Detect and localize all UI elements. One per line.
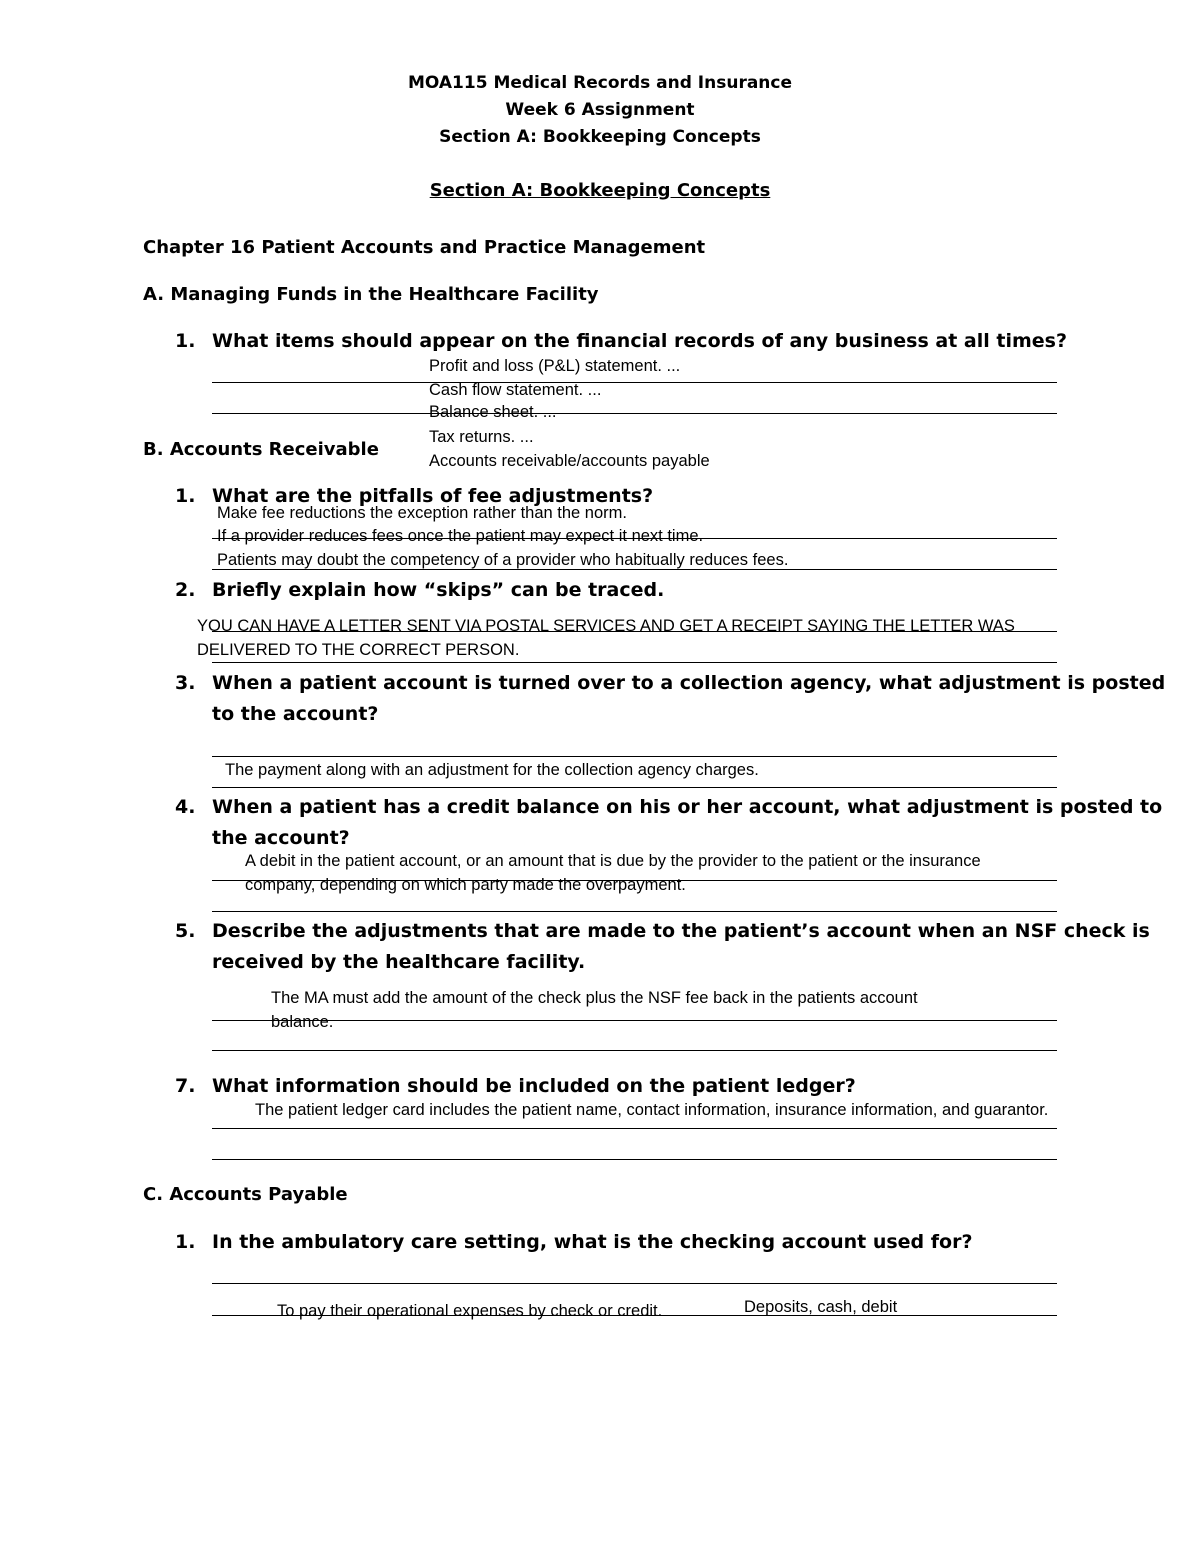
question-a1: What items should appear on the financial records of any business at all times? <box>212 330 1067 352</box>
answer-rule <box>212 1050 1057 1051</box>
answer-rule <box>212 911 1057 912</box>
question-b5-cont: received by the healthcare facility. <box>212 951 586 973</box>
section-b-heading: B. Accounts Receivable <box>143 439 379 460</box>
answer-line: Accounts receivable/accounts payable <box>429 452 710 470</box>
question-b4: When a patient has a credit balance on his or her account, what adjustment is posted to <box>212 796 1163 818</box>
section-a-heading: A. Managing Funds in the Healthcare Facility <box>143 284 599 305</box>
answer-line: Make fee reductions the exception rather than the norm. <box>217 504 627 522</box>
week-title: Week 6 Assignment <box>505 100 695 120</box>
answer-line: Patients may doubt the competency of a provider who habitually reduces fees. <box>217 551 789 569</box>
answer-line: Tax returns. ... <box>429 428 534 446</box>
answer-rule <box>212 569 1057 570</box>
question-number: 1. <box>175 485 196 507</box>
answer-line: DELIVERED TO THE CORRECT PERSON. <box>197 641 520 659</box>
answer-line: YOU CAN HAVE A LETTER SENT VIA POSTAL SERVICES AND GET A RECEIPT SAYING THE LETTER WAS <box>197 617 1015 635</box>
question-number: 3. <box>175 672 196 694</box>
question-number: 1. <box>175 330 196 352</box>
answer-line: The MA must add the amount of the check plus the NSF fee back in the patients account <box>271 989 918 1007</box>
answer-line: The patient ledger card includes the patient name, contact information, insurance information, and guarantor. <box>255 1101 1049 1119</box>
course-title: MOA115 Medical Records and Insurance <box>407 73 793 93</box>
answer-rule <box>212 538 1057 539</box>
answer-line: balance. <box>271 1013 334 1031</box>
answer-rule <box>212 662 1057 663</box>
answer-line: To pay their operational expenses by check or credit. <box>277 1302 663 1320</box>
question-b1: What are the pitfalls of fee adjustments? <box>212 485 654 507</box>
section-subtitle: Section A: Bookkeeping Concepts <box>439 127 761 147</box>
answer-rule <box>212 787 1057 788</box>
section-heading: Section A: Bookkeeping Concepts <box>429 180 771 201</box>
answer-rule <box>212 631 1057 632</box>
question-b3-cont: to the account? <box>212 703 379 725</box>
answer-line: company, depending on which party made the overpayment. <box>245 876 686 894</box>
chapter-heading: Chapter 16 Patient Accounts and Practice Management <box>143 237 706 258</box>
answer-line: Cash flow statement. ... <box>429 381 602 399</box>
answer-rule <box>212 1159 1057 1160</box>
question-b4-cont: the account? <box>212 827 350 849</box>
answer-line: Balance sheet. ... <box>429 403 557 421</box>
answer-line: Deposits, cash, debit <box>744 1298 898 1316</box>
answer-rule <box>212 1283 1057 1284</box>
answer-rule <box>212 413 1057 414</box>
question-b7: What information should be included on the patient ledger? <box>212 1075 856 1097</box>
section-c-heading: C. Accounts Payable <box>143 1184 348 1205</box>
question-b5: Describe the adjustments that are made to the patient’s account when an NSF check is <box>212 920 1150 942</box>
answer-rule <box>212 1315 1057 1316</box>
answer-line: A debit in the patient account, or an amount that is due by the provider to the patient or the insurance <box>245 852 981 870</box>
answer-rule <box>212 1128 1057 1129</box>
question-b3: When a patient account is turned over to a collection agency, what adjustment is posted <box>212 672 1166 694</box>
question-number: 7. <box>175 1075 196 1097</box>
answer-rule <box>212 1020 1057 1021</box>
answer-line: Profit and loss (P&L) statement. ... <box>429 357 681 375</box>
answer-line: The payment along with an adjustment for the collection agency charges. <box>225 761 759 779</box>
answer-line: If a provider reduces fees once the patient may expect it next time. <box>217 527 704 545</box>
answer-rule <box>212 756 1057 757</box>
question-number: 4. <box>175 796 196 818</box>
question-number: 5. <box>175 920 196 942</box>
question-b2: Briefly explain how “skips” can be traced. <box>212 579 665 601</box>
question-c1: In the ambulatory care setting, what is the checking account used for? <box>212 1231 973 1253</box>
question-number: 1. <box>175 1231 196 1253</box>
question-number: 2. <box>175 579 196 601</box>
answer-rule <box>212 382 1057 383</box>
